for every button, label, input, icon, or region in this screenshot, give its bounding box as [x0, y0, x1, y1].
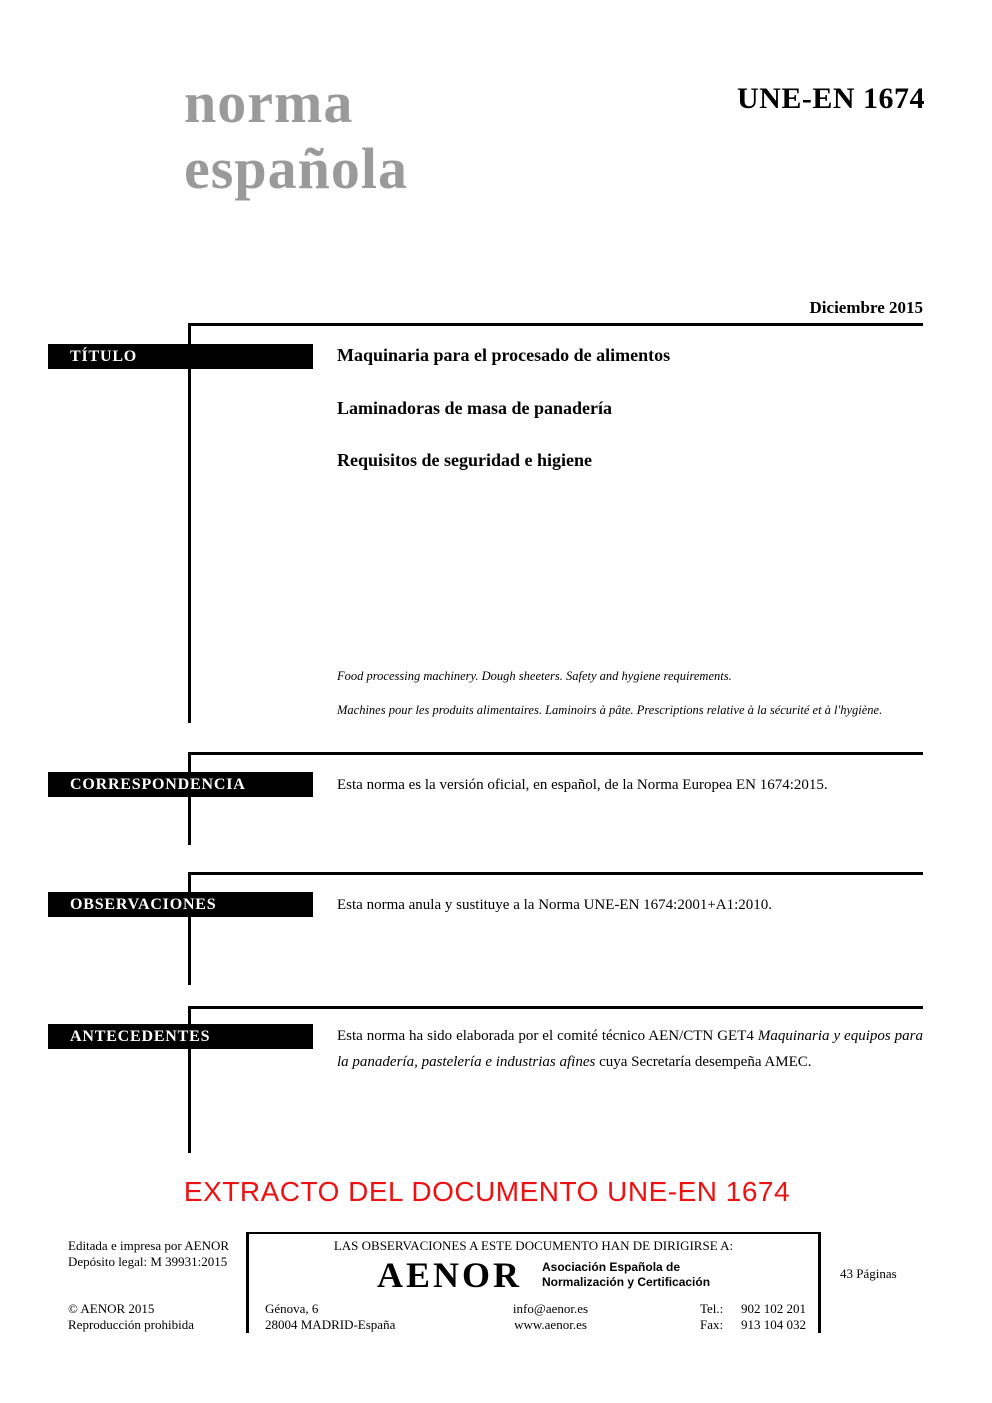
footer-tel-row [700, 1301, 806, 1317]
norma-espanola-logo [184, 70, 408, 202]
footer-tel-number: 902 102 201 [741, 1301, 806, 1316]
aenor-org-line-2: Normalización y Certificación [542, 1275, 711, 1289]
footer-reproduction-line: Reproducción prohibida [68, 1316, 194, 1332]
titulo-label-bar [48, 344, 313, 369]
correspondencia-left-rule [188, 752, 191, 845]
observaciones-label-bar [48, 892, 313, 917]
observaciones-left-rule [188, 872, 191, 985]
logo-line-2: española [184, 136, 408, 201]
footer-copyright [68, 1301, 194, 1332]
title-english: Food processing machinery. Dough sheeters. Safety and hygiene requirements. [337, 669, 732, 683]
observaciones-label: OBSERVACIONES [70, 895, 217, 913]
footer-tel-label: Tel.: [700, 1301, 724, 1316]
aenor-wordmark: AENOR [377, 1255, 523, 1295]
correspondencia-label: CORRESPONDENCIA [70, 775, 246, 793]
title-line-2: Laminadoras de masa de panadería [337, 398, 613, 418]
footer-email: info@aenor.es [512, 1301, 589, 1316]
footer-contact-web [478, 1301, 623, 1333]
titulo-top-rule [188, 323, 923, 326]
document-date: Diciembre 2015 [809, 298, 923, 317]
antecedentes-label-bar [48, 1024, 313, 1049]
footer-page-count: 43 Páginas [840, 1266, 897, 1281]
document-code: UNE-EN 1674 [736, 82, 925, 115]
logo-line-1: norma [184, 70, 354, 135]
antecedentes-text-start: Esta norma ha sido elaborada por el comité técnico AEN/CTN GET4 [337, 1028, 758, 1044]
footer-fax-label: Fax: [700, 1317, 724, 1332]
aenor-org-name [542, 1260, 710, 1290]
antecedentes-text-italic: Maquinaria y equipos para la panadería, pastelería e industrias afines [337, 1028, 924, 1070]
title-french: Machines pour les produits alimentaires. Laminoirs à pâte. Prescriptions relative à la sécurité et à l'hygiène. [337, 703, 883, 717]
footer-divider-right [818, 1232, 821, 1333]
antecedentes-text [337, 1023, 923, 1075]
correspondencia-label-bar [48, 772, 313, 797]
footer-edited-line: Editada e impresa por AENOR [68, 1238, 230, 1253]
footer-fax-row [700, 1317, 806, 1333]
observaciones-text: Esta norma anula y sustituye a la Norma UNE-EN 1674:2001+A1:2010. [337, 897, 773, 913]
footer-top-rule [246, 1232, 821, 1234]
footer-deposit-line: Depósito legal: M 39931:2015 [68, 1253, 228, 1269]
footer-address-street: Génova, 6 [265, 1301, 319, 1316]
title-line-3: Requisitos de seguridad e higiene [337, 450, 593, 470]
footer-phone-block [700, 1301, 806, 1333]
footer-fax-number: 913 104 032 [741, 1317, 806, 1332]
titulo-label: TÍTULO [70, 347, 138, 365]
footer-copyright-line: © AENOR 2015 [68, 1301, 155, 1316]
titulo-left-rule [188, 323, 191, 723]
footer-address [265, 1301, 395, 1333]
correspondencia-top-rule [188, 752, 923, 755]
observaciones-top-rule [188, 872, 923, 875]
extracto-banner: EXTRACTO DEL DOCUMENTO UNE-EN 1674 [183, 1176, 791, 1207]
footer-notice: LAS OBSERVACIONES A ESTE DOCUMENTO HAN DE DIRIGIRSE A: [333, 1238, 734, 1253]
aenor-org-line-1: Asociación Española de [542, 1260, 681, 1274]
title-line-1: Maquinaria para el procesado de alimentos [337, 345, 671, 365]
footer-website: www.aenor.es [514, 1317, 587, 1332]
correspondencia-text: Esta norma es la versión oficial, en español, de la Norma Europea EN 1674:2015. [337, 777, 828, 793]
antecedentes-text-end: cuya Secretaría desempeña AMEC. [595, 1054, 812, 1070]
antecedentes-label: ANTECEDENTES [70, 1027, 211, 1045]
footer-address-city: 28004 MADRID-España [265, 1317, 396, 1332]
antecedentes-top-rule [188, 1006, 923, 1009]
footer-imprint [68, 1238, 229, 1269]
